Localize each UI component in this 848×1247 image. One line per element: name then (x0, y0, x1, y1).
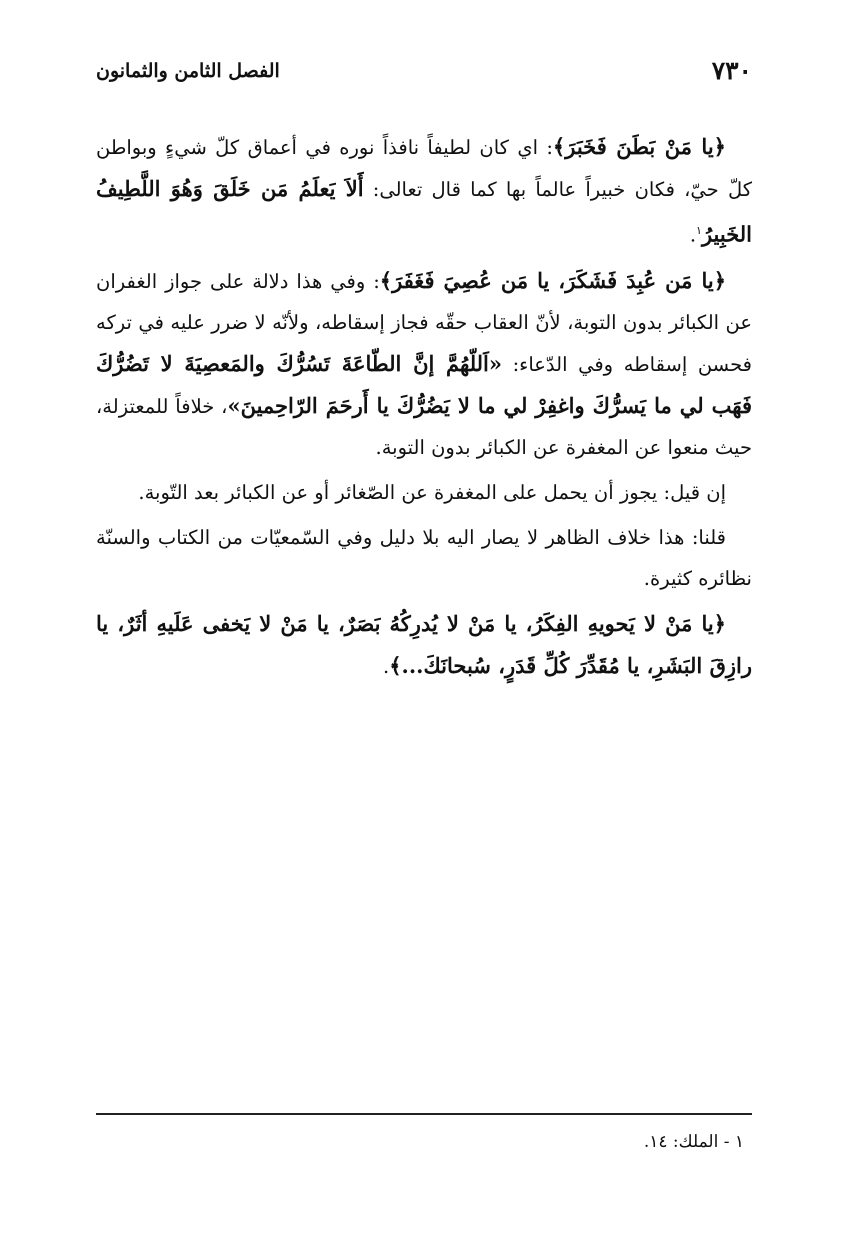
commentary-text: . (689, 223, 697, 247)
paragraph-3 (96, 472, 752, 513)
page-header (96, 56, 752, 92)
main-text (96, 126, 752, 691)
reply-text: قلنا: هذا خلاف الظاهر لا يصار اليه بلا دليل وفي السّمعيّات من الكتاب والسنّة نظائره كثيرة. (96, 525, 752, 590)
commentary-text: : اي كان لطيفاً نافذاً نوره في أعماق كلّ شيءٍ وبواطن كلّ حيّ، فكان خبيراً عالماً بها كما قال تعالى: (96, 136, 752, 201)
invocation-quote: ﴿يا مَنْ بَطَنَ فَخَبَرَ﴾ (552, 134, 726, 159)
footnote (96, 1132, 744, 1152)
invocation-quote: ﴿يا مَنْ لا يَحويهِ الفِكَرُ، يا مَنْ لا يُدرِكُهُ بَصَرٌ، يا مَنْ لا يَخفى عَلَيهِ أثَرٌ، يا رازِقَ البَشَرِ، يا مُقَدِّرَ كُلِّ قَدَرٍ، سُبحانَكَ...﴾ (96, 610, 752, 678)
commentary-text: . (383, 654, 390, 678)
footnote-marker: ١ (696, 224, 702, 237)
commentary-text: ، خلافاً للمعتزلة، حيث منعوا عن المغفرة عن الكبائر بدون التوبة. (96, 394, 752, 459)
objection-text: إن قيل: يجوز أن يحمل على المغفرة عن الصّغائر أو عن الكبائر بعد التّوبة. (138, 480, 726, 504)
page-number: ٧٣٠ (711, 56, 752, 85)
footnote-text: ١ - الملك: ١٤. (643, 1132, 744, 1152)
prayer-quote: «اَللّهُمَّ إنَّ الطّاعَةَ تَسُرُّكَ والمَعصِيَةَ لا تَضُرُّكَ فَهَب لي ما يَسرُّكَ واغفِرْ لي ما لا يَضُرُّكَ يا أَرحَمَ الرّاحِمينَ» (96, 350, 753, 418)
invocation-quote: ﴿يا مَن عُبِدَ فَشَكَرَ، يا مَن عُصِيَ فَغَفَرَ﴾ (379, 267, 726, 293)
paragraph-2 (96, 260, 752, 468)
paragraph-1 (96, 126, 752, 256)
paragraph-4 (96, 517, 752, 599)
footnote-divider (96, 1113, 752, 1115)
commentary-text: : وفي هذا دلالة على جواز الغفران عن الكبائر بدون التوبة، لأنّ العقاب حقّه فجاز إسقاطه، ولأنّه لا ضرر عليه في تركه فحسن إسقاطه وفي الدّعاء: (96, 269, 752, 376)
paragraph-5 (96, 603, 752, 687)
quran-quote: أَلاَ يَعلَمُ مَن خَلَقَ وَهُوَ اللَّطِيفُ الخَبِيرُ (96, 176, 752, 247)
chapter-title: الفصل الثامن والثمانون (96, 60, 280, 82)
